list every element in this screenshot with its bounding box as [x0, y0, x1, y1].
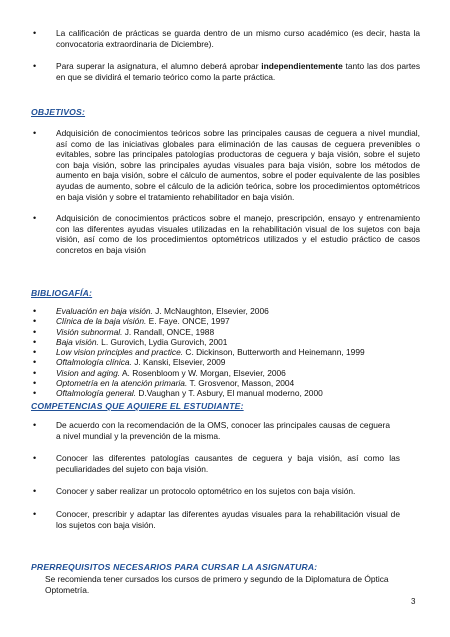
bib-item: [0, 306, 450, 316]
bib-title: Vision and aging.: [56, 367, 121, 378]
objetivo-item-1: • Adquisición de conocimientos teóricos sobre las principales causas de ceguera a nivel mundial, así como de las iniciativas globales para eliminación de las causas de ceguera prevenibles o evitables, sobre las principales patologías productoras de ceguera y baja visión, sobre el sujeto con baja visión, sobre las principales ayudas visuales para baja visión, sobre los métodos de aumento en baja visión, sobre el cálculo de aumentos, sobre el poder equivalente de las posibles ayudas de aumento, sobre el cálculo de la adición teórica, sobre los procedimientos optométricos en baja visión y sobre el tratamiento rehabilitador en baja visión.: [0, 128, 450, 202]
bib-item: [0, 378, 450, 388]
bib-item: [0, 388, 450, 398]
bib-item: [0, 337, 450, 347]
bib-title: Oftalmología general.: [56, 388, 137, 399]
competencia-item-2: • Conocer las diferentes patologías causantes de ceguera y baja visión, así como las peculiaridades del sujeto con baja visión.: [0, 453, 450, 474]
objetivos-heading: OBJETIVOS:: [31, 107, 86, 117]
bib-item: [0, 357, 450, 367]
bib-title: Low vision principles and practice.: [56, 347, 184, 358]
prerrequisitos-heading: PRERREQUISITOS NECESARIOS PARA CURSAR LA ASIGNATURA:: [31, 562, 318, 572]
competencia-item-1: • De acuerdo con la recomendación de la OMS, conocer las principales causas de ceguera a nivel mundial y la prevención de la misma.: [0, 420, 450, 441]
competencias-list: [0, 420, 450, 530]
intro-list: [0, 28, 450, 82]
bib-item: [0, 316, 450, 326]
page-number: 3: [411, 597, 416, 606]
bib-item: [0, 327, 450, 337]
bib-title: Visión subnormal.: [56, 326, 123, 337]
competencias-heading: COMPETENCIAS QUE AQUIERE EL ESTUDIANTE:: [31, 401, 244, 411]
bib-details: D.Vaughan y T. Asbury, El manual moderno, 2000: [136, 388, 323, 399]
bib-details: T. Grosvenor, Masson, 2004: [187, 378, 295, 389]
prerrequisitos-text: Se recomienda tener cursados los cursos de primero y segundo de la Diplomatura de Óptica Optometría.: [45, 574, 389, 595]
bib-title: Oftalmología clínica.: [56, 357, 132, 368]
bib-details: A. Rosenbloom y W. Morgan, Elsevier, 2006: [120, 367, 286, 378]
objetivo-item-2: • Adquisición de conocimientos prácticos sobre el manejo, prescripción, ensayo y entrenamiento con las diferentes ayudas visuales utilizadas en la rehabilitación visual de los sujetos con baja visión, así como de los procedimientos optométricos utilizados y el estudio práctico de casos concretos en baja visión: [0, 213, 450, 255]
intro-item-2-text: Para superar la asignatura, el alumno deberá aprobar: [56, 61, 262, 72]
bib-details: E. Faye. ONCE, 1997: [146, 316, 230, 327]
bib-details: J. McNaughton, Elsevier, 2006: [152, 306, 269, 316]
bib-title: Evaluación en baja visión.: [56, 306, 153, 316]
objetivos-list: [0, 128, 450, 256]
bib-item: [0, 368, 450, 378]
competencia-item-4: • Conocer, prescribir y adaptar las diferentes ayudas visuales para la rehabilitación visual de los sujetos con baja visión.: [0, 509, 450, 530]
bib-title: Clínica de la baja visión.: [56, 316, 147, 327]
intro-item-2-text-end: tanto las dos partes en que se dividirá el temario teórico como la parte práctica.: [56, 61, 421, 82]
bibliografia-heading: BIBLIOGAFÍA:: [31, 288, 93, 298]
intro-item-2: [0, 61, 450, 82]
bibliografia-list: [0, 306, 450, 399]
bib-details: C. Dickinson, Butterworth and Heinemann, 1999: [183, 347, 365, 358]
bib-details: L. Gurovich, Lydia Gurovich, 2001: [98, 336, 228, 347]
bib-details: J. Randall, ONCE, 1988: [122, 326, 215, 337]
bib-title: Baja visión.: [56, 336, 99, 347]
intro-item-2-bold: independientemente: [261, 61, 343, 72]
intro-item-1: • La calificación de prácticas se guarda dentro de un mismo curso académico (es decir, hasta la convocatoria extraordinaria de Diciembre).: [0, 28, 450, 49]
bib-details: J. Kanski, Elsevier, 2009: [131, 357, 226, 368]
bib-item: [0, 347, 450, 357]
competencia-item-3: • Conocer y saber realizar un protocolo optométrico en los sujetos con baja visión.: [0, 486, 450, 497]
bib-title: Optometría en la atención primaria.: [56, 378, 188, 389]
